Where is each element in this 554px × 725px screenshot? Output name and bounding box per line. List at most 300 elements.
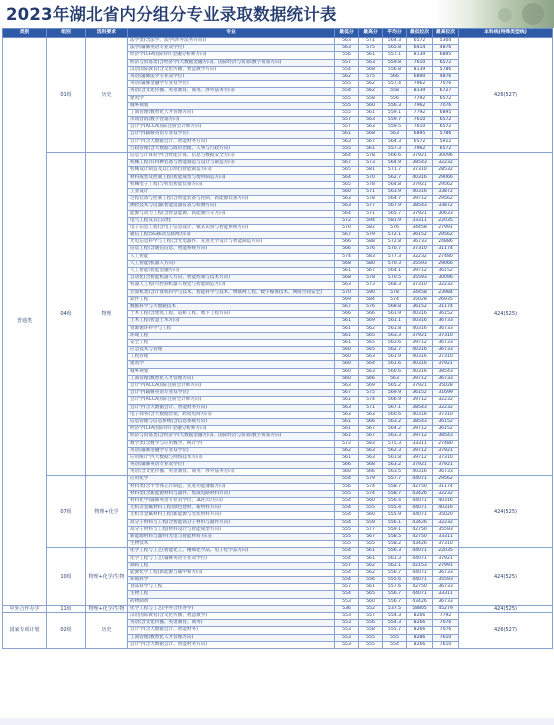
avg-score-cell: 564.8 [383, 181, 407, 188]
avg-score-cell: 563 [383, 131, 407, 138]
min-rank-cell: 40316 [407, 311, 433, 318]
min-score-cell: 564 [335, 210, 359, 217]
min-score-cell: 557 [335, 124, 359, 131]
major-cell: 会计学(含大数据会计、智能财务) [128, 627, 335, 634]
max-rank-cell: 37921 [433, 462, 459, 469]
major-cell: 化学工程与工艺(辅修英语专业双学位) [128, 555, 335, 562]
major-cell: 建筑学 [128, 95, 335, 102]
major-cell: 人工智能(智能金融方向) [128, 268, 335, 275]
max-rank-cell: 27480 [433, 440, 459, 447]
max-score-cell: 575 [359, 390, 383, 397]
min-score-cell: 561 [335, 268, 359, 275]
max-rank-cell: 32232 [433, 282, 459, 289]
min-score-cell: 568 [335, 275, 359, 282]
major-cell: 制药工程 [128, 562, 335, 569]
avg-score-cell: 566 [383, 73, 407, 80]
header-avg-score: 平均分 [383, 29, 407, 38]
min-rank-cell: 39712 [407, 375, 433, 382]
max-score-cell: 577 [359, 526, 383, 533]
major-cell: 市场营销(数字营销方向) [128, 117, 335, 124]
major-cell: 食品科学与工程 [128, 584, 335, 591]
avg-score-cell: 537.5 [383, 605, 407, 612]
subject-cell: 历史 [86, 613, 128, 649]
max-rank-cell: 27480 [433, 253, 459, 260]
max-rank-cell: 36152 [433, 311, 459, 318]
max-score-cell: 590 [359, 289, 383, 296]
min-score-cell: 554 [335, 519, 359, 526]
header-major: 专业 [128, 29, 335, 38]
min-score-cell: 553 [335, 620, 359, 627]
avg-score-cell: 556.8 [383, 66, 407, 73]
major-cell: 经济学(CFA国际特许金融分析师方向) [128, 426, 335, 433]
max-rank-cell: 5786 [433, 131, 459, 138]
max-score-cell: 563 [359, 124, 383, 131]
max-score-cell: 561 [359, 145, 383, 152]
avg-score-cell: 565.8 [383, 45, 407, 52]
min-score-cell: 560 [335, 375, 359, 382]
major-cell: 通信工程(5G移动互联网方向) [128, 232, 335, 239]
max-rank-cell: 33311 [433, 591, 459, 598]
avg-score-cell: 564.9 [383, 160, 407, 167]
min-score-cell: 563 [335, 383, 359, 390]
min-score-cell: 555 [335, 109, 359, 116]
avg-score-cell: 574 [383, 296, 407, 303]
avg-score-cell: 562.1 [383, 562, 407, 569]
major-cell: 机械设计制造及其自动化(智能制造方向) [128, 167, 335, 174]
avg-score-cell: 564.7 [383, 196, 407, 203]
max-score-cell: 567 [359, 268, 383, 275]
min-score-cell: 536 [335, 605, 359, 612]
min-score-cell: 567 [335, 390, 359, 397]
max-score-cell: 568 [359, 131, 383, 138]
min-rank-cell: 37921 [407, 383, 433, 390]
max-rank-cell: 5912 [433, 138, 459, 145]
max-rank-cell: 29562 [433, 476, 459, 483]
min-score-cell: 563 [335, 138, 359, 145]
major-cell: 土木工程(智慧土木方向) [128, 318, 335, 325]
max-score-cell: 559 [359, 519, 383, 526]
table-row [3, 153, 553, 160]
max-rank-cell: 29562 [433, 232, 459, 239]
avg-score-cell: 563 [383, 375, 407, 382]
max-rank-cell: 23984 [433, 289, 459, 296]
max-score-cell: 565 [359, 339, 383, 346]
avg-score-cell: 564.2 [383, 426, 407, 433]
max-score-cell: 563 [359, 368, 383, 375]
min-score-cell: 567 [335, 160, 359, 167]
max-score-cell: 573 [359, 160, 383, 167]
max-rank-cell: 7076 [433, 81, 459, 88]
max-score-cell: 583 [359, 440, 383, 447]
min-rank-cell: 8286 [407, 634, 433, 641]
major-cell: 计算机类(含计算机科学与技术、智能科学与技术、物联网工程、数字媒体技术、网络空间安全) [128, 289, 335, 296]
min-rank-cell: 40316 [407, 411, 433, 418]
min-score-cell: 554 [335, 66, 359, 73]
min-rank-cell: 37310 [407, 246, 433, 253]
max-score-cell: 562 [359, 562, 383, 569]
major-cell: 汉语国际教育(含文化传播、智慧教学) [128, 613, 335, 620]
min-rank-cell: 7962 [407, 81, 433, 88]
min-rank-cell: 37310 [407, 167, 433, 174]
min-score-cell: 564 [335, 153, 359, 160]
max-score-cell: 579 [359, 232, 383, 239]
major-cell: 应用化学 [128, 476, 335, 483]
avg-score-cell: 561.9 [383, 354, 407, 361]
min-score-cell: 569 [335, 296, 359, 303]
min-score-cell: 561 [335, 426, 359, 433]
min-score-cell: 566 [335, 311, 359, 318]
min-rank-cell: 43426 [407, 541, 433, 548]
min-score-cell: 561 [335, 318, 359, 325]
major-cell: 能源与动力工程(含智慧能源、新能源汽车方向) [128, 210, 335, 217]
avg-score-cell: 556.4 [383, 498, 407, 505]
major-cell: 信息管理与信息系统(含信息系统方向) [128, 418, 335, 425]
major-cell: 英语(辅修法学专业双学位) [128, 73, 335, 80]
avg-score-cell: 555.7 [383, 627, 407, 634]
avg-score-cell: 563.3 [383, 433, 407, 440]
max-score-cell: 560 [359, 498, 383, 505]
avg-score-cell: 578 [383, 289, 407, 296]
avg-score-cell: 561.1 [383, 318, 407, 325]
major-cell: 工程管理 [128, 354, 335, 361]
max-rank-cell: 32232 [433, 404, 459, 411]
max-score-cell: 560 [359, 512, 383, 519]
max-rank-cell: 6727 [433, 88, 459, 95]
max-score-cell: 571 [359, 210, 383, 217]
min-score-cell: 572 [335, 440, 359, 447]
avg-score-cell: 557.7 [383, 476, 407, 483]
avg-score-cell: 572.1 [383, 232, 407, 239]
avg-score-cell: 566.9 [383, 397, 407, 404]
min-score-cell: 563 [335, 411, 359, 418]
major-cell: 资源循环科学与工程 [128, 325, 335, 332]
max-rank-cell: 31174 [433, 483, 459, 490]
major-cell: 数学类(含数学与应用数学、统计学) [128, 440, 335, 447]
max-rank-cell: 31699 [433, 390, 459, 397]
min-rank-cell: 44071 [407, 548, 433, 555]
min-score-cell: 561 [335, 339, 359, 346]
max-rank-cell: 35028 [433, 383, 459, 390]
avg-score-cell: 577.3 [383, 253, 407, 260]
avg-score-cell: 581.9 [383, 217, 407, 224]
min-score-cell: 554 [335, 555, 359, 562]
max-rank-cell: 40316 [433, 498, 459, 505]
min-score-cell: 555 [335, 81, 359, 88]
min-score-cell: 560 [335, 354, 359, 361]
line-cell: 426(527) [459, 38, 553, 153]
max-score-cell: 578 [359, 275, 383, 282]
avg-score-cell: 555 [383, 634, 407, 641]
group-cell: 02组 [47, 613, 86, 649]
max-score-cell: 582 [359, 224, 383, 231]
max-rank-cell: 36733 [433, 598, 459, 605]
min-rank-cell: 44071 [407, 512, 433, 519]
min-rank-cell: 40316 [407, 174, 433, 181]
header-subject: 选科要求 [86, 29, 128, 38]
max-rank-cell: 35593 [433, 577, 459, 584]
max-rank-cell: 6895 [433, 109, 459, 116]
min-score-cell: 572 [335, 217, 359, 224]
max-rank-cell: 36733 [433, 347, 459, 354]
avg-score-cell: 563.6 [383, 339, 407, 346]
min-rank-cell: 39712 [407, 339, 433, 346]
avg-score-cell: 564.1 [383, 268, 407, 275]
major-cell: 信息工程(含通信信息、智能系统方向) [128, 246, 335, 253]
min-score-cell: 555 [335, 526, 359, 533]
group-cell: 10组 [47, 548, 86, 606]
max-score-cell: 564 [359, 361, 383, 368]
avg-score-cell: 560.6 [383, 411, 407, 418]
major-cell: 生物工程 [128, 591, 335, 598]
avg-score-cell: 559.7 [383, 117, 407, 124]
major-cell: 材料成型及控制工程(智能成型与增材制造方向) [128, 174, 335, 181]
min-rank-cell: 36152 [407, 232, 433, 239]
min-score-cell: 554 [335, 498, 359, 505]
avg-score-cell: 567.1 [383, 404, 407, 411]
max-score-cell: 562 [359, 569, 383, 576]
min-rank-cell: 7792 [407, 95, 433, 102]
major-cell: 无机非金属材料工程(绿色建材、新材料方向) [128, 505, 335, 512]
max-rank-cell: 4876 [433, 45, 459, 52]
major-cell: 会计学(含大数据会计、智能财务方向) [128, 138, 335, 145]
max-score-cell: 562 [359, 81, 383, 88]
major-cell: 高分子材料与工程(材料设计与智能成型方向) [128, 526, 335, 533]
min-rank-cell: 6572 [407, 38, 433, 45]
major-cell: 会计学(辅修英语专业双学位) [128, 131, 335, 138]
max-rank-cell: 29562 [433, 181, 459, 188]
line-cell: 424(525) [459, 605, 553, 612]
min-score-cell: 566 [335, 239, 359, 246]
max-score-cell: 568 [359, 66, 383, 73]
max-rank-cell: 37310 [433, 454, 459, 461]
major-cell: 高分子材料与工程(含智能高分子材料与器件方向) [128, 519, 335, 526]
max-score-cell: 555 [359, 505, 383, 512]
max-rank-cell: 38543 [433, 368, 459, 375]
min-score-cell: 561 [335, 332, 359, 339]
group-cell: 04组 [47, 153, 86, 476]
min-rank-cell: 38543 [407, 203, 433, 210]
min-rank-cell: 39712 [407, 433, 433, 440]
max-rank-cell: 37310 [433, 541, 459, 548]
min-score-cell: 553 [335, 641, 359, 648]
max-rank-cell: 6572 [433, 124, 459, 131]
table-row [3, 613, 553, 620]
min-rank-cell: 44071 [407, 498, 433, 505]
min-rank-cell: 39712 [407, 397, 433, 404]
major-cell: 汉语国际教育(含文化传播、智慧教学方向) [128, 66, 335, 73]
header-max-rank: 最高位次 [433, 29, 459, 38]
min-score-cell: 553 [335, 627, 359, 634]
avg-score-cell: 564.3 [383, 138, 407, 145]
major-cell: 会计学(ACCA国际注册会计师方向) [128, 397, 335, 404]
min-score-cell: 560 [335, 347, 359, 354]
max-rank-cell: 36733 [433, 469, 459, 476]
min-score-cell: 555 [335, 145, 359, 152]
major-cell: 工商管理(数智化人才管理方向) [128, 375, 335, 382]
max-score-cell: 573 [359, 282, 383, 289]
avg-score-cell: 556.7 [383, 569, 407, 576]
min-score-cell: 561 [335, 433, 359, 440]
major-cell: 电气工程及其自动化 [128, 217, 335, 224]
max-score-cell: 574 [359, 490, 383, 497]
major-cell: 安全工程 [128, 339, 335, 346]
max-score-cell: 561 [359, 109, 383, 116]
max-rank-cell: 32232 [433, 160, 459, 167]
min-score-cell: 566 [335, 462, 359, 469]
major-cell: 会计学(含大数据会计、智能财务方向) [128, 404, 335, 411]
min-rank-cell: 38543 [407, 418, 433, 425]
max-score-cell: 563 [359, 454, 383, 461]
bottom-strip [0, 718, 554, 725]
min-rank-cell: 37921 [407, 181, 433, 188]
major-cell: 会计学(ACCA国际注册会计师方向) [128, 383, 335, 390]
max-score-cell: 561 [359, 548, 383, 555]
group-cell: 11组 [47, 605, 86, 612]
major-cell: 新能源材料与器件(光电与智能材料方向) [128, 533, 335, 540]
min-score-cell: 563 [335, 282, 359, 289]
min-score-cell: 568 [335, 260, 359, 267]
max-rank-cell: 31174 [433, 303, 459, 310]
avg-score-cell: 568.3 [383, 282, 407, 289]
avg-score-cell: 561.8 [383, 325, 407, 332]
min-score-cell: 555 [335, 95, 359, 102]
max-rank-cell: 32232 [433, 519, 459, 526]
min-score-cell: 553 [335, 613, 359, 620]
max-score-cell: 565 [359, 591, 383, 598]
max-rank-cell: 6572 [433, 117, 459, 124]
avg-score-cell: 555.6 [383, 577, 407, 584]
min-rank-cell: 8139 [407, 52, 433, 59]
min-score-cell: 562 [335, 447, 359, 454]
table-header-row [3, 29, 553, 38]
avg-score-cell: 555.4 [383, 505, 407, 512]
max-score-cell: 555 [359, 541, 383, 548]
min-rank-cell: 42750 [407, 526, 433, 533]
avg-score-cell: 576 [383, 224, 407, 231]
avg-score-cell: 558.7 [383, 483, 407, 490]
max-score-cell: 566 [359, 375, 383, 382]
major-cell: 人工智能 [128, 253, 335, 260]
min-rank-cell: 8139 [407, 88, 433, 95]
avg-score-cell: 559.8 [383, 59, 407, 66]
max-rank-cell: 30096 [433, 275, 459, 282]
category-cell: 普通类 [3, 38, 47, 606]
min-score-cell: 554 [335, 569, 359, 576]
max-rank-cell: 37921 [433, 361, 459, 368]
min-score-cell: 556 [335, 483, 359, 490]
min-score-cell: 554 [335, 548, 359, 555]
major-cell: 会计学(含大数据会计、智能财务方向) [128, 641, 335, 648]
max-rank-cell: 22035 [433, 217, 459, 224]
subject-cell: 历史 [86, 38, 128, 153]
max-score-cell: 558 [359, 95, 383, 102]
title-banner [0, 0, 554, 28]
major-cell: 电子商务(含大数据营销、跨境电商方向) [128, 411, 335, 418]
max-score-cell: 565 [359, 347, 383, 354]
min-rank-cell: 8266 [407, 613, 433, 620]
major-cell: 土木工程(含建筑工程、道桥工程、地下工程方向) [128, 311, 335, 318]
min-rank-cell: 40316 [407, 361, 433, 368]
min-score-cell: 557 [335, 117, 359, 124]
avg-score-cell: 561.3 [383, 555, 407, 562]
avg-score-cell: 564.3 [383, 38, 407, 45]
min-score-cell: 561 [335, 418, 359, 425]
major-cell: 人工智能(机器人方向) [128, 260, 335, 267]
min-rank-cell: 8266 [407, 620, 433, 627]
min-rank-cell: 40316 [407, 368, 433, 375]
avg-score-cell: 562.7 [383, 347, 407, 354]
major-cell: 信息与计算科学(含智能计算、信息与数据安全方向) [128, 153, 335, 160]
max-score-cell: 560 [359, 102, 383, 109]
max-rank-cell: 32232 [433, 490, 459, 497]
min-score-cell: 561 [335, 325, 359, 332]
max-rank-cell: 36733 [433, 318, 459, 325]
min-rank-cell: 39712 [407, 447, 433, 454]
max-score-cell: 594 [359, 217, 383, 224]
min-score-cell: 560 [335, 469, 359, 476]
avg-score-cell: 557.4 [383, 81, 407, 88]
major-cell: 能源化学工程(新能源与碳中和方向) [128, 569, 335, 576]
min-score-cell: 567 [335, 303, 359, 310]
max-rank-cell: 45279 [433, 605, 459, 612]
max-rank-cell: 26935 [433, 296, 459, 303]
min-rank-cell: 8139 [407, 66, 433, 73]
max-score-cell: 567 [359, 533, 383, 540]
avg-score-cell: 575.3 [383, 440, 407, 447]
max-score-cell: 556 [359, 620, 383, 627]
min-rank-cell: 44071 [407, 569, 433, 576]
min-score-cell: 557 [335, 562, 359, 569]
min-rank-cell: 40316 [407, 325, 433, 332]
group-cell: 01组 [47, 38, 86, 153]
max-score-cell: 563 [359, 411, 383, 418]
min-rank-cell: 36152 [407, 390, 433, 397]
max-rank-cell: 29066 [433, 174, 459, 181]
min-score-cell: 564 [335, 174, 359, 181]
min-score-cell: 560 [335, 368, 359, 375]
min-rank-cell: 44071 [407, 555, 433, 562]
max-score-cell: 581 [359, 167, 383, 174]
max-rank-cell: 38543 [433, 433, 459, 440]
header-min-score: 最低分 [335, 29, 359, 38]
min-score-cell: 570 [335, 289, 359, 296]
min-rank-cell: 34458 [407, 289, 433, 296]
table-row [3, 476, 553, 483]
max-score-cell: 561 [359, 555, 383, 562]
max-score-cell: 579 [359, 476, 383, 483]
major-cell: 应急技术与管理 [128, 347, 335, 354]
min-score-cell: 563 [335, 45, 359, 52]
min-rank-cell: 37310 [407, 282, 433, 289]
category-cell: 中外合作办学 [3, 605, 47, 612]
max-score-cell: 567 [359, 426, 383, 433]
max-score-cell: 578 [359, 196, 383, 203]
max-rank-cell: 7076 [433, 102, 459, 109]
avg-score-cell: 565.7 [383, 210, 407, 217]
min-rank-cell: 58805 [407, 605, 433, 612]
avg-score-cell: 556.3 [383, 102, 407, 109]
min-rank-cell: 38543 [407, 160, 433, 167]
min-score-cell: 565 [335, 167, 359, 174]
max-score-cell: 566 [359, 418, 383, 425]
min-score-cell: 555 [335, 102, 359, 109]
max-rank-cell: 36733 [433, 325, 459, 332]
min-rank-cell: 6572 [407, 138, 433, 145]
max-score-cell: 566 [359, 469, 383, 476]
min-rank-cell: 42750 [407, 533, 433, 540]
min-rank-cell: 43426 [407, 519, 433, 526]
min-score-cell: 563 [335, 404, 359, 411]
